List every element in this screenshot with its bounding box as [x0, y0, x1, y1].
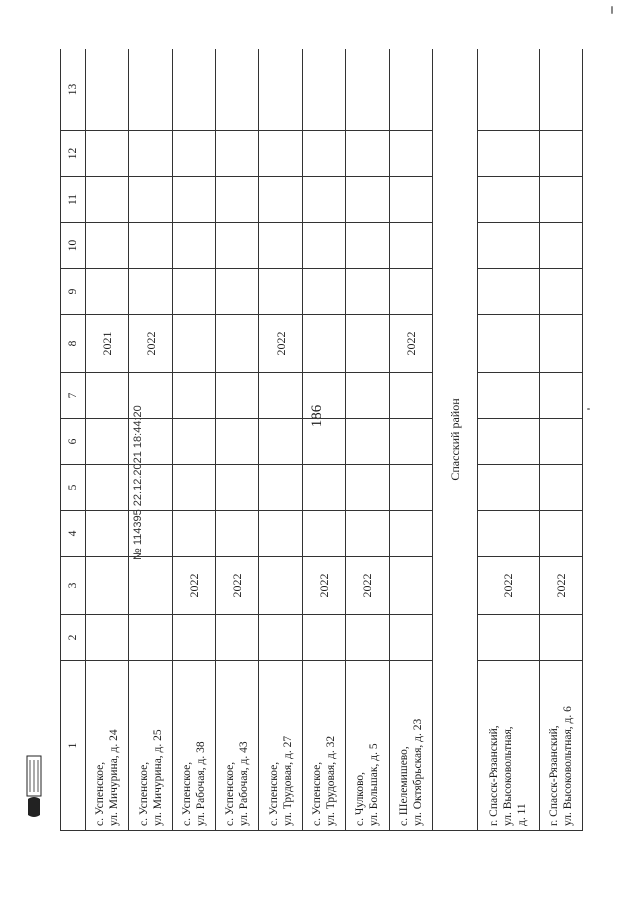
table-cell	[539, 269, 582, 315]
table-cell: 2022	[477, 557, 539, 615]
table-cell	[86, 269, 129, 315]
table-cell: 2022	[172, 557, 215, 615]
table-cell	[389, 511, 432, 557]
table-cell	[172, 223, 215, 269]
table-cell	[259, 269, 302, 315]
table-cell	[477, 177, 539, 223]
table-cell	[539, 49, 582, 131]
table-cell	[389, 269, 432, 315]
table-cell	[302, 511, 345, 557]
table-cell	[172, 269, 215, 315]
column-header: 10	[61, 223, 86, 269]
table-cell	[539, 131, 582, 177]
header-row	[61, 49, 86, 831]
column-header: 9	[61, 269, 86, 315]
table-cell	[477, 373, 539, 419]
address-cell: г. Спасск-Рязанский, ул. Высоковольтная, д. 6	[539, 661, 582, 831]
table-cell	[302, 615, 345, 661]
table-cell	[346, 511, 389, 557]
table-cell	[259, 465, 302, 511]
address-cell: с. Успенское, ул. Мичурина, д. 25	[129, 661, 172, 831]
table-cell: 2022	[346, 557, 389, 615]
table-cell	[86, 419, 129, 465]
table-cell	[86, 511, 129, 557]
column-header: 7	[61, 373, 86, 419]
table-cell	[129, 615, 172, 661]
table-cell	[129, 177, 172, 223]
table-cell	[216, 269, 259, 315]
table-body	[86, 49, 583, 831]
table-cell	[346, 315, 389, 373]
table-cell: 2021	[86, 315, 129, 373]
table-cell: 2022	[129, 315, 172, 373]
table-cell	[539, 511, 582, 557]
table-cell	[259, 131, 302, 177]
table-cell	[172, 49, 215, 131]
table-cell	[172, 419, 215, 465]
table-cell	[172, 315, 215, 373]
table-row	[86, 49, 129, 831]
table-cell	[216, 511, 259, 557]
column-header: 11	[61, 177, 86, 223]
address-cell: с. Чулково, ул. Большак, д. 5	[346, 661, 389, 831]
address-cell: г. Спасск-Рязанский, ул. Высоковольтная, д. 11	[477, 661, 539, 831]
table-cell	[302, 465, 345, 511]
table-cell	[216, 315, 259, 373]
table-cell	[259, 373, 302, 419]
table-cell	[302, 419, 345, 465]
column-header: 8	[61, 315, 86, 373]
document-id: № 114395 22.12.2021 18:44:20	[132, 405, 144, 560]
table-cell: 2022	[259, 315, 302, 373]
table-cell	[216, 373, 259, 419]
table-cell	[346, 373, 389, 419]
table-cell	[216, 465, 259, 511]
table-row	[477, 49, 539, 831]
table-cell	[302, 269, 345, 315]
column-header: 6	[61, 419, 86, 465]
table-cell	[477, 419, 539, 465]
table-cell	[477, 269, 539, 315]
address-cell: с. Успенское, ул. Рабочая, д. 38	[172, 661, 215, 831]
table-cell	[129, 557, 172, 615]
table-cell	[172, 511, 215, 557]
table-cell	[346, 49, 389, 131]
table-cell	[477, 49, 539, 131]
table-row	[346, 49, 389, 831]
section-row	[432, 49, 477, 831]
table-cell	[216, 223, 259, 269]
table-cell: 2022	[539, 557, 582, 615]
table-cell	[216, 177, 259, 223]
table-cell	[172, 131, 215, 177]
table-cell	[346, 269, 389, 315]
table-cell	[539, 373, 582, 419]
address-cell: с. Успенское, ул. Трудовая, д. 32	[302, 661, 345, 831]
table-cell	[129, 49, 172, 131]
table-cell	[259, 557, 302, 615]
table-row	[389, 49, 432, 831]
section-title: Спасский район	[432, 49, 477, 831]
table-cell	[302, 49, 345, 131]
table-cell: 2022	[389, 315, 432, 373]
table-cell	[389, 373, 432, 419]
table-row	[539, 49, 582, 831]
table-cell	[86, 131, 129, 177]
table-cell	[172, 177, 215, 223]
table-cell	[539, 419, 582, 465]
table-cell	[302, 315, 345, 373]
table-cell	[216, 131, 259, 177]
column-header: 3	[61, 557, 86, 615]
table-cell	[539, 223, 582, 269]
table-cell: 2022	[216, 557, 259, 615]
table-cell	[389, 419, 432, 465]
address-cell: с. Успенское, ул. Рабочая, д. 43	[216, 661, 259, 831]
table-cell	[302, 373, 345, 419]
table-row	[302, 49, 345, 831]
table-row	[172, 49, 215, 831]
table-cell	[302, 223, 345, 269]
table-cell	[346, 131, 389, 177]
table-cell	[477, 465, 539, 511]
table-cell	[259, 419, 302, 465]
table-cell	[477, 131, 539, 177]
table-cell	[216, 49, 259, 131]
page-number: 186	[309, 404, 325, 428]
column-header: 13	[61, 49, 86, 131]
table-cell	[477, 315, 539, 373]
table-cell	[216, 615, 259, 661]
table-cell	[477, 511, 539, 557]
table-cell	[346, 465, 389, 511]
column-header: 2	[61, 615, 86, 661]
table-cell	[129, 131, 172, 177]
table-cell	[172, 615, 215, 661]
table-cell	[259, 223, 302, 269]
table-cell	[129, 223, 172, 269]
table-cell	[539, 615, 582, 661]
table-cell	[389, 49, 432, 131]
column-header: 5	[61, 465, 86, 511]
table-cell	[389, 465, 432, 511]
table-cell	[259, 49, 302, 131]
table-row	[259, 49, 302, 831]
table-cell	[346, 615, 389, 661]
column-header: 12	[61, 131, 86, 177]
table-cell	[346, 419, 389, 465]
table-cell	[346, 223, 389, 269]
address-cell: с. Шелемишево, ул. Октябрьская, д. 23	[389, 661, 432, 831]
table-cell	[302, 177, 345, 223]
table-cell	[389, 177, 432, 223]
table-cell	[259, 177, 302, 223]
table-cell	[302, 131, 345, 177]
table-cell	[86, 223, 129, 269]
table-cell	[389, 615, 432, 661]
table-cell	[259, 511, 302, 557]
table-cell	[539, 315, 582, 373]
table-cell	[477, 223, 539, 269]
emblem-stamp-icon	[26, 755, 42, 821]
table-cell	[172, 373, 215, 419]
table-cell	[216, 419, 259, 465]
scan-speck	[587, 408, 590, 410]
table-cell	[389, 223, 432, 269]
scan-speck	[611, 6, 613, 14]
table-cell	[539, 465, 582, 511]
table-cell	[346, 177, 389, 223]
table-cell	[477, 615, 539, 661]
table-cell: 2022	[302, 557, 345, 615]
table-cell	[389, 557, 432, 615]
table-cell	[539, 177, 582, 223]
table-cell	[259, 615, 302, 661]
column-header: 1	[61, 661, 86, 831]
table-cell	[86, 557, 129, 615]
table-cell	[86, 615, 129, 661]
address-cell: с. Успенское, ул. Мичурина, д. 24	[86, 661, 129, 831]
column-header: 4	[61, 511, 86, 557]
table-cell	[86, 373, 129, 419]
table-cell	[172, 465, 215, 511]
table-row	[216, 49, 259, 831]
table-cell	[389, 131, 432, 177]
table-cell	[86, 465, 129, 511]
table-cell	[86, 49, 129, 131]
address-cell: с. Успенское, ул. Трудовая, д. 27	[259, 661, 302, 831]
table-cell	[86, 177, 129, 223]
